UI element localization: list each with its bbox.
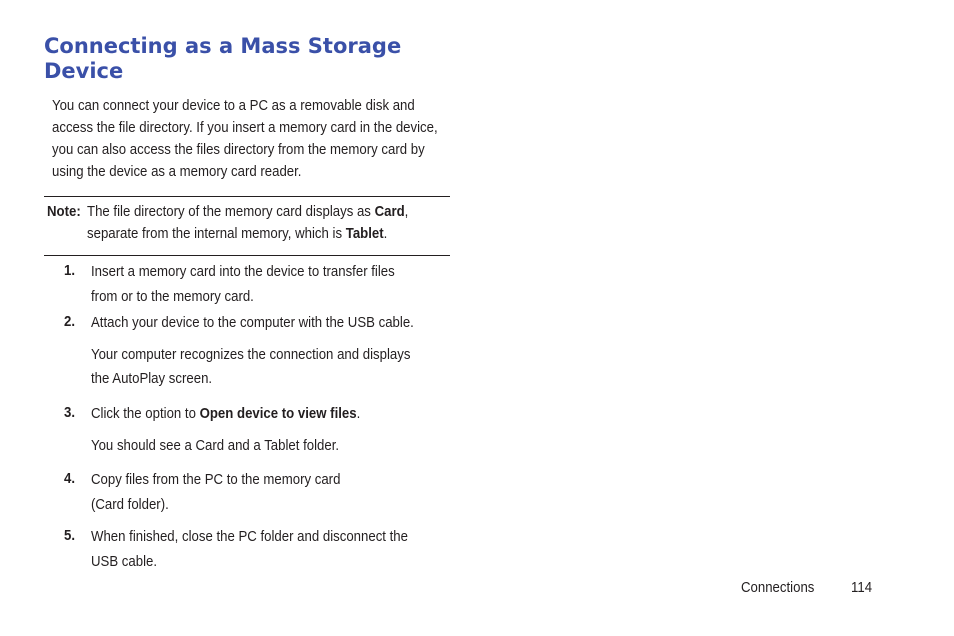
note-box — [44, 196, 450, 256]
open-device-option: Open device to view files — [199, 405, 357, 422]
note-label: Note: — [47, 203, 81, 220]
step-2-text: Attach your device to the computer with the USB cable. — [91, 314, 414, 331]
step-4-number: 4. — [64, 470, 76, 487]
note-line-1: The file directory of the memory card displays as Card, — [87, 203, 409, 220]
step-1-text: Insert a memory card into the device to transfer files from or to the memory card. — [91, 263, 395, 305]
step-4-text: Copy files from the PC to the memory card (Card folder). — [91, 471, 341, 513]
note-tablet-term: Tablet — [345, 225, 384, 242]
intro-paragraph: You can connect your device to a PC as a removable disk and access the file directory. If you insert a memory card in the device, you can also access the files directory from the memory card by using the device as a memory card reader. — [52, 97, 438, 180]
step-2-number: 2. — [64, 313, 76, 330]
note-line-2: separate from the internal memory, which is Tablet. — [87, 225, 388, 242]
footer-page-number: 114 — [851, 579, 873, 596]
footer-section-name: Connections — [741, 579, 815, 596]
step-3-text: Click the option to Open device to view files. — [91, 405, 361, 422]
page-title: Connecting as a Mass Storage Device — [44, 34, 402, 83]
step-3-subtext: You should see a Card and a Tablet folder. — [91, 437, 340, 454]
step-1-number: 1. — [64, 262, 76, 279]
note-card-term: Card — [374, 203, 405, 220]
step-5-number: 5. — [64, 527, 76, 544]
step-3-number: 3. — [64, 404, 76, 421]
step-5-text: When finished, close the PC folder and disconnect the USB cable. — [91, 528, 408, 570]
step-2-subtext: Your computer recognizes the connection and displays the AutoPlay screen. — [91, 346, 411, 387]
